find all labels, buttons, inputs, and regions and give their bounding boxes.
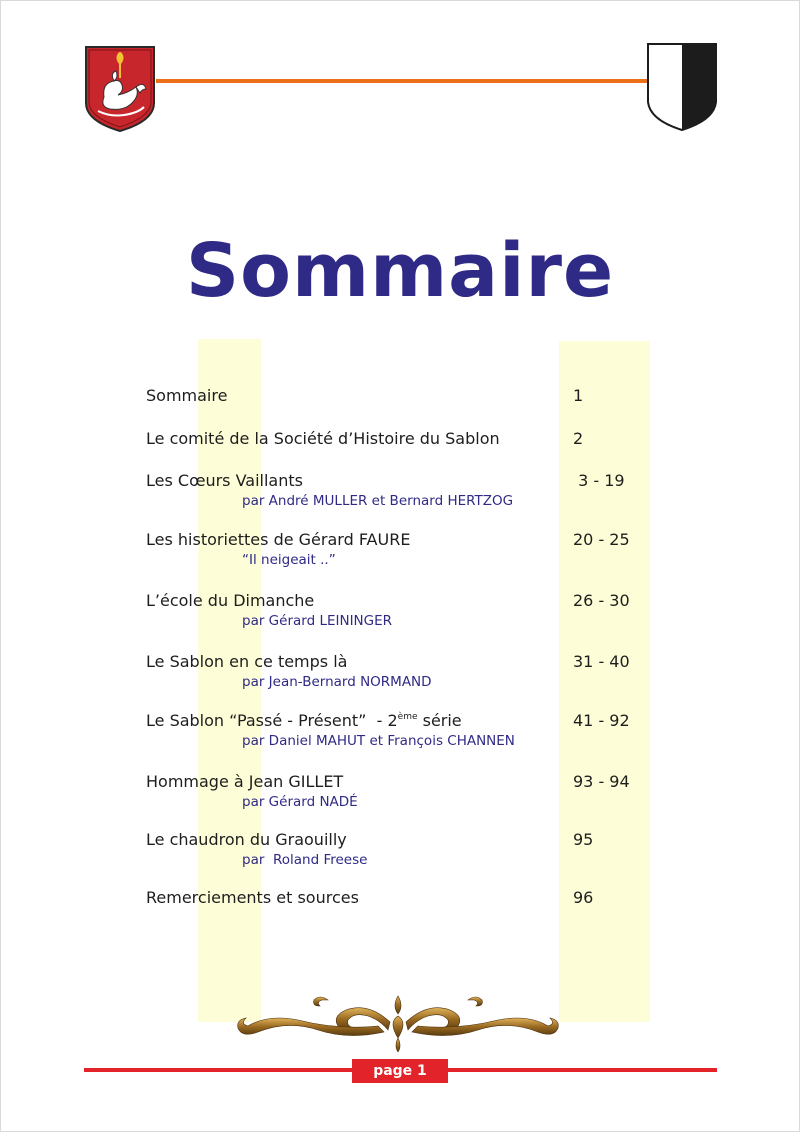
toc-entry-pages: 95 [573,830,594,849]
header-rule [156,79,648,83]
split-shield-icon [646,42,718,134]
toc-entry-title: Hommage à Jean GILLET [146,772,344,791]
toc-entry-pages: 2 [573,429,584,448]
toc-entry-author: par Jean-Bernard NORMAND [242,674,432,690]
toc-entry-title [146,711,462,730]
toc-entry-pages: 41 - 92 [573,711,630,730]
toc-entry-title: Remerciements et sources [146,888,359,907]
toc-title-ordinal: ème [397,712,418,722]
toc-entry-pages: 93 - 94 [573,772,630,791]
toc-entry-title: Le chaudron du Graouilly [146,830,347,849]
dragon-crest-icon [84,45,156,133]
toc-entry-title: Les historiettes de Gérard FAURE [146,530,411,549]
toc-entry-pages: 3 - 19 [573,471,625,490]
toc-title-part: série [417,711,462,730]
toc-entry-title: L’école du Dimanche [146,591,315,610]
page-title: Sommaire [185,228,615,314]
toc-entry-pages: 96 [573,888,594,907]
toc-entry-pages: 20 - 25 [573,530,630,549]
toc-entry-pages: 26 - 30 [573,591,630,610]
page-number-badge: page 1 [352,1059,448,1083]
toc-entry-author: par Roland Freese [242,852,368,868]
toc-entry-author: “Il neigeait ..” [242,552,336,568]
toc-entry-pages: 1 [573,386,584,405]
toc-entry-title: Sommaire [146,386,228,405]
toc-entry-author: par Daniel MAHUT et François CHANNEN [242,733,515,749]
toc-entry-author: par Gérard NADÉ [242,794,358,810]
scroll-ornament-icon [228,992,568,1054]
toc-entry-title: Le comité de la Société d’Histoire du Sablon [146,429,500,448]
toc-title-part: Le Sablon “Passé - Présent” - 2 [146,711,398,730]
toc-entry-pages: 31 - 40 [573,652,630,671]
toc-entry-author: par Gérard LEININGER [242,613,393,629]
toc-entry-title: Les Cœurs Vaillants [146,471,303,490]
toc-entry-author: par André MULLER et Bernard HERTZOG [242,493,514,509]
toc-entry-title: Le Sablon en ce temps là [146,652,348,671]
